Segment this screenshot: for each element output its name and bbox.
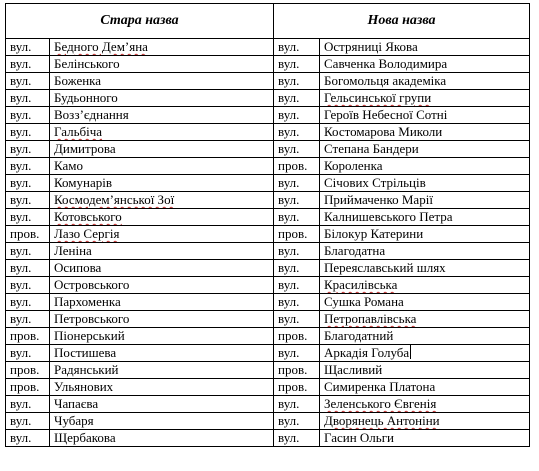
table-row: [6, 294, 530, 311]
new-type-cell[interactable]: [274, 277, 320, 294]
old-name-text: Пархоменка: [54, 294, 121, 309]
new-name-text: Аркадія Голуба: [324, 345, 410, 360]
new-name-text: Благодатний: [324, 328, 394, 343]
old-name-text: Белінського: [54, 56, 120, 71]
old-name-text: Піонерський: [54, 328, 125, 343]
old-type-cell[interactable]: [6, 56, 50, 73]
new-type-text: вул.: [278, 311, 300, 326]
table-row: [6, 158, 530, 175]
new-type-cell[interactable]: [274, 311, 320, 328]
new-name-text: Білокур Катерини: [324, 226, 424, 241]
old-name-cell[interactable]: [50, 124, 274, 141]
new-type-cell[interactable]: [274, 226, 320, 243]
old-type-cell[interactable]: [6, 209, 50, 226]
old-name-text: Леніна: [54, 243, 92, 258]
old-type-text: вул.: [10, 107, 32, 122]
table-row: [6, 379, 530, 396]
new-name-text: Петропавлівська: [324, 311, 417, 326]
old-type-cell[interactable]: [6, 73, 50, 90]
new-name-text: Героїв Небесної Сотні: [324, 107, 448, 122]
new-name-text: Костомарова Миколи: [324, 124, 443, 139]
table-row: [6, 73, 530, 90]
new-type-text: вул.: [278, 39, 300, 54]
new-name-cell[interactable]: [320, 379, 530, 396]
new-name-cell[interactable]: [320, 175, 530, 192]
old-name-cell[interactable]: [50, 379, 274, 396]
old-name-text: Постишева: [54, 345, 117, 360]
new-name-text: Симиренка Платона: [324, 379, 436, 394]
old-name-cell[interactable]: [50, 430, 274, 447]
new-type-text: вул.: [278, 277, 300, 292]
new-type-cell[interactable]: [274, 362, 320, 379]
old-name-cell[interactable]: [50, 73, 274, 90]
new-name-text: Дворянець Антоніни: [324, 413, 440, 428]
new-type-cell[interactable]: [274, 73, 320, 90]
new-type-cell[interactable]: [274, 141, 320, 158]
new-type-text: пров.: [278, 158, 308, 173]
new-name-cell[interactable]: [320, 260, 530, 277]
new-name-cell[interactable]: [320, 124, 530, 141]
new-name-cell[interactable]: [320, 396, 530, 413]
old-name-text: Осипова: [54, 260, 102, 275]
old-name-cell[interactable]: [50, 90, 274, 107]
new-name-text: Гасин Ольги: [324, 430, 395, 445]
new-name-text: Січових Стрільців: [324, 175, 426, 190]
old-name-cell[interactable]: [50, 226, 274, 243]
old-type-cell[interactable]: [6, 345, 50, 362]
new-name-cell[interactable]: [320, 226, 530, 243]
old-type-cell[interactable]: [6, 277, 50, 294]
old-name-text: Гальбіча: [54, 124, 103, 139]
old-name-cell[interactable]: [50, 362, 274, 379]
old-type-text: вул.: [10, 192, 32, 207]
new-type-cell[interactable]: [274, 243, 320, 260]
table-row: [6, 345, 530, 362]
new-name-cell[interactable]: [320, 39, 530, 56]
old-name-text: Щербакова: [54, 430, 116, 445]
new-name-text: Переяславський шлях: [324, 260, 446, 275]
old-type-text: вул.: [10, 345, 32, 360]
table-row: [6, 39, 530, 56]
new-type-cell[interactable]: [274, 175, 320, 192]
old-type-cell[interactable]: [6, 158, 50, 175]
new-name-cell[interactable]: [320, 430, 530, 447]
old-type-cell[interactable]: [6, 39, 50, 56]
old-type-cell[interactable]: [6, 175, 50, 192]
new-type-text: пров.: [278, 226, 308, 241]
new-name-cell[interactable]: [320, 192, 530, 209]
new-type-cell[interactable]: [274, 90, 320, 107]
old-type-cell[interactable]: [6, 90, 50, 107]
old-type-text: вул.: [10, 396, 32, 411]
new-type-text: пров.: [278, 328, 308, 343]
old-type-cell[interactable]: [6, 311, 50, 328]
new-type-text: вул.: [278, 294, 300, 309]
new-name-text: Короленка: [324, 158, 383, 173]
new-type-cell[interactable]: [274, 328, 320, 345]
new-type-text: вул.: [278, 430, 300, 445]
old-type-cell[interactable]: [6, 430, 50, 447]
old-name-cell[interactable]: [50, 260, 274, 277]
new-name-cell[interactable]: [320, 345, 530, 362]
table-row: [6, 56, 530, 73]
new-name-cell[interactable]: [320, 243, 530, 260]
old-type-cell[interactable]: [6, 226, 50, 243]
table-row: [6, 362, 530, 379]
new-type-cell[interactable]: [274, 396, 320, 413]
new-name-cell[interactable]: [320, 90, 530, 107]
old-name-cell[interactable]: [50, 277, 274, 294]
table-row: [6, 260, 530, 277]
old-type-cell[interactable]: [6, 396, 50, 413]
new-type-cell[interactable]: [274, 56, 320, 73]
new-name-cell[interactable]: [320, 141, 530, 158]
old-name-text: Котовського: [54, 209, 122, 224]
street-renaming-table: [5, 3, 530, 447]
old-type-text: вул.: [10, 124, 32, 139]
new-type-text: вул.: [278, 243, 300, 258]
table-row: [6, 107, 530, 124]
old-name-cell[interactable]: [50, 311, 274, 328]
old-name-text: Чапаєва: [54, 396, 99, 411]
old-name-text: Чубаря: [54, 413, 94, 428]
new-name-text: Остряниці Якова: [324, 39, 418, 54]
old-name-cell[interactable]: [50, 328, 274, 345]
old-type-cell[interactable]: [6, 107, 50, 124]
table-row: [6, 192, 530, 209]
old-name-text: Бедного Дем’яна: [54, 39, 148, 54]
old-type-cell[interactable]: [6, 192, 50, 209]
old-type-text: вул.: [10, 175, 32, 190]
new-type-text: вул.: [278, 209, 300, 224]
table-row: [6, 141, 530, 158]
table-row: [6, 430, 530, 447]
old-name-text: Ульянових: [54, 379, 114, 394]
new-type-cell[interactable]: [274, 39, 320, 56]
table-body: [6, 39, 530, 447]
old-name-text: Островського: [54, 277, 130, 292]
new-name-cell[interactable]: [320, 311, 530, 328]
new-type-text: вул.: [278, 396, 300, 411]
old-name-text: Камо: [54, 158, 83, 173]
old-type-text: вул.: [10, 413, 32, 428]
old-name-cell[interactable]: [50, 294, 274, 311]
new-name-text: Красилівська: [324, 277, 398, 292]
old-type-text: вул.: [10, 430, 32, 445]
new-type-cell[interactable]: [274, 379, 320, 396]
new-type-cell[interactable]: [274, 430, 320, 447]
old-name-cell[interactable]: [50, 413, 274, 430]
old-name-cell[interactable]: [50, 107, 274, 124]
old-name-cell[interactable]: [50, 192, 274, 209]
new-type-text: вул.: [278, 90, 300, 105]
new-type-cell[interactable]: [274, 209, 320, 226]
old-name-cell[interactable]: [50, 243, 274, 260]
old-type-cell[interactable]: [6, 294, 50, 311]
new-type-cell[interactable]: [274, 294, 320, 311]
new-type-text: вул.: [278, 345, 300, 360]
old-type-text: вул.: [10, 90, 32, 105]
new-name-text: Сушка Романа: [324, 294, 404, 309]
new-name-cell[interactable]: [320, 158, 530, 175]
old-name-header: Стара назва: [6, 4, 274, 39]
table-row: [6, 396, 530, 413]
old-type-text: вул.: [10, 39, 32, 54]
old-type-text: вул.: [10, 260, 32, 275]
old-type-text: вул.: [10, 56, 32, 71]
old-type-cell[interactable]: [6, 260, 50, 277]
table-row: [6, 90, 530, 107]
old-type-cell[interactable]: [6, 362, 50, 379]
old-name-text: Космодем’янської Зої: [54, 192, 175, 207]
old-type-text: вул.: [10, 141, 32, 156]
new-type-cell[interactable]: [274, 158, 320, 175]
new-type-text: вул.: [278, 192, 300, 207]
old-type-cell[interactable]: [6, 328, 50, 345]
new-type-text: вул.: [278, 73, 300, 88]
old-type-text: вул.: [10, 158, 32, 173]
old-type-text: пров.: [10, 328, 40, 343]
new-name-cell[interactable]: [320, 107, 530, 124]
old-name-cell[interactable]: [50, 345, 274, 362]
table-row: [6, 175, 530, 192]
table-row: [6, 328, 530, 345]
new-name-text: Зеленського Євгенія: [324, 396, 437, 411]
old-type-text: вул.: [10, 277, 32, 292]
old-name-cell[interactable]: [50, 209, 274, 226]
new-name-text: Приймаченко Марії: [324, 192, 433, 207]
table-header-row: [6, 4, 530, 39]
old-name-cell[interactable]: [50, 158, 274, 175]
new-name-header: Нова назва: [274, 4, 530, 39]
new-name-cell[interactable]: [320, 328, 530, 345]
old-type-text: пров.: [10, 362, 40, 377]
new-type-text: вул.: [278, 413, 300, 428]
new-name-cell[interactable]: [320, 209, 530, 226]
old-name-cell[interactable]: [50, 141, 274, 158]
old-type-text: вул.: [10, 311, 32, 326]
new-type-cell[interactable]: [274, 345, 320, 362]
old-name-cell[interactable]: [50, 396, 274, 413]
new-type-cell[interactable]: [274, 260, 320, 277]
old-type-cell[interactable]: [6, 124, 50, 141]
old-name-text: Радянський: [54, 362, 119, 377]
table-row: [6, 226, 530, 243]
old-type-cell[interactable]: [6, 141, 50, 158]
new-name-cell[interactable]: [320, 362, 530, 379]
old-type-text: вул.: [10, 243, 32, 258]
old-name-text: Лазо Сергія: [54, 226, 120, 241]
old-type-text: вул.: [10, 73, 32, 88]
new-type-text: вул.: [278, 107, 300, 122]
table-row: [6, 124, 530, 141]
new-name-text: Савченка Володимира: [324, 56, 448, 71]
old-type-cell[interactable]: [6, 379, 50, 396]
new-type-text: вул.: [278, 56, 300, 71]
old-name-text: Комунарів: [54, 175, 112, 190]
old-name-cell[interactable]: [50, 175, 274, 192]
new-name-text: Благодатна: [324, 243, 386, 258]
table-row: [6, 209, 530, 226]
new-type-text: вул.: [278, 141, 300, 156]
table-row: [6, 277, 530, 294]
table-row: [6, 311, 530, 328]
old-type-text: пров.: [10, 226, 40, 241]
text-cursor: [410, 345, 411, 359]
old-name-text: Димитрова: [54, 141, 116, 156]
new-name-cell[interactable]: [320, 294, 530, 311]
old-type-text: вул.: [10, 294, 32, 309]
old-name-text: Боженка: [54, 73, 102, 88]
old-name-text: Будьонного: [54, 90, 118, 105]
new-type-cell[interactable]: [274, 107, 320, 124]
old-name-text: Петровського: [54, 311, 130, 326]
new-type-text: вул.: [278, 175, 300, 190]
new-type-text: пров.: [278, 362, 308, 377]
new-name-text: Гельсинської групи: [324, 90, 432, 105]
table-row: [6, 243, 530, 260]
new-name-text: Щасливий: [324, 362, 383, 377]
new-name-cell[interactable]: [320, 413, 530, 430]
old-type-text: вул.: [10, 209, 32, 224]
new-type-cell[interactable]: [274, 192, 320, 209]
new-name-cell[interactable]: [320, 56, 530, 73]
old-type-text: пров.: [10, 379, 40, 394]
old-name-cell[interactable]: [50, 39, 274, 56]
old-name-cell[interactable]: [50, 56, 274, 73]
new-name-text: Богомольця академіка: [324, 73, 447, 88]
new-type-text: пров.: [278, 379, 308, 394]
table-row: [6, 413, 530, 430]
old-type-cell[interactable]: [6, 243, 50, 260]
new-name-text: Калнишевського Петра: [324, 209, 453, 224]
new-name-cell[interactable]: [320, 73, 530, 90]
new-type-cell[interactable]: [274, 124, 320, 141]
old-name-text: Возз’єднання: [54, 107, 129, 122]
new-type-text: вул.: [278, 260, 300, 275]
new-type-cell[interactable]: [274, 413, 320, 430]
new-name-text: Степана Бандери: [324, 141, 419, 156]
new-type-text: вул.: [278, 124, 300, 139]
old-type-cell[interactable]: [6, 413, 50, 430]
new-name-cell[interactable]: [320, 277, 530, 294]
